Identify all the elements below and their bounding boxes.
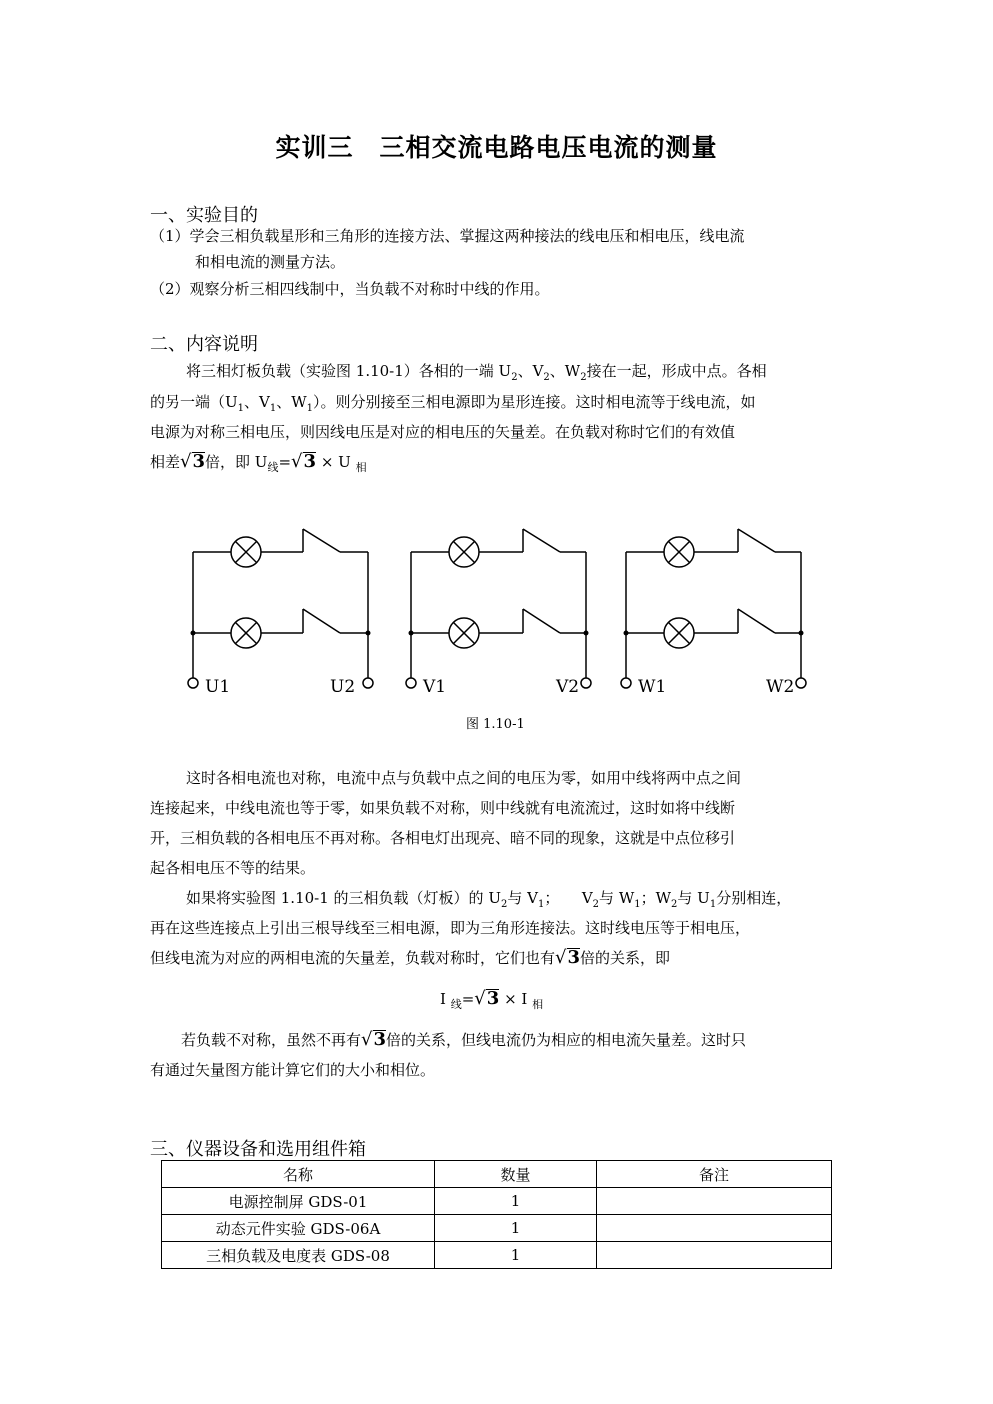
sqrt-symbol: √3 <box>474 988 500 1009</box>
cell-name: 动态元件实验 GDS-06A <box>162 1215 435 1242</box>
paragraph-1-line-4: 相差√3倍，即 $U_线=√3 \times U$ $_相$ <box>150 451 367 474</box>
equation-line-current: I $_线$=√3 × I $_相$ <box>440 988 544 1011</box>
sqrt-symbol: √3 <box>180 451 206 472</box>
terminal-u1-label: U1 <box>205 677 231 697</box>
paragraph-1-line-1: 将三相灯板负载（实验图 1.10-1）各相的一端 $U_2$、$V_2$、$W_2$接在一起，形成中点。各相 <box>186 362 767 383</box>
figure-caption: 图 1.10-1 <box>466 717 525 732</box>
phase-u-circuit <box>188 529 373 688</box>
paragraph-1-line-3: 电源为对称三相电压，则因线电压是对应的相电压的矢量差。在负载对称时它们的有效值 <box>150 423 736 441</box>
table-header-row <box>162 1161 832 1188</box>
paragraph-4-line-1: 若负载不对称，虽然不再有√3倍的关系，但线电流仍为相应的相电流矢量差。这时只 <box>181 1029 747 1050</box>
section-heading-description: 二、内容说明 <box>150 334 258 355</box>
sqrt-symbol: √3 <box>291 451 317 472</box>
paragraph-2-line-4: 起各相电压不等的结果。 <box>150 859 316 877</box>
section-heading-objectives: 一、实验目的 <box>150 205 258 226</box>
paragraph-3-line-1: 如果将实验图 1.10-1 的三相负载（灯板）的 $U_2$与 $V_1$； $V_2$与 $W_1$；$W_2$与 $U_1$分别相连， <box>186 889 792 910</box>
table-row <box>162 1215 832 1242</box>
terminal-w2-label: W2 <box>766 677 795 697</box>
table-row <box>162 1188 832 1215</box>
equipment-table <box>161 1160 832 1269</box>
cell-notes <box>597 1215 832 1242</box>
section-heading-equipment: 三、仪器设备和选用组件箱 <box>150 1139 366 1160</box>
cell-name: 电源控制屏 GDS-01 <box>162 1188 435 1215</box>
paragraph-1-line-2: 的另一端（$U_1$、$V_1$、$W_1$）。则分别接至三相电源即为星形连接。这时相电流等于线电流，如 <box>150 393 756 414</box>
paragraph-2-line-1: 这时各相电流也对称，电流中点与负载中点之间的电压为零，如用中线将两中点之间 <box>186 769 742 787</box>
three-phase-lamp-circuit-diagram <box>180 520 820 700</box>
terminal-v2-label: V2 <box>556 677 580 697</box>
paragraph-3-line-3: 但线电流为对应的两相电流的矢量差，负载对称时，它们也有√3倍的关系，即 <box>150 947 671 968</box>
paragraph-3-line-2: 再在这些连接点上引出三根导线至三相电源，即为三角形连接法。这时线电压等于相电压， <box>150 919 751 937</box>
objective-2: （2）观察分析三相四线制中，当负载不对称时中线的作用。 <box>150 280 550 298</box>
page-title: 实训三 三相交流电路电压电流的测量 <box>275 133 718 162</box>
table-row <box>162 1242 832 1269</box>
column-header-quantity: 数量 <box>435 1161 597 1188</box>
cell-name: 三相负载及电度表 GDS-08 <box>162 1242 435 1269</box>
sqrt-symbol: √3 <box>555 947 581 968</box>
column-header-name: 名称 <box>162 1161 435 1188</box>
terminal-u2-label: U2 <box>330 677 356 697</box>
terminal-v1-label: V1 <box>423 677 447 697</box>
paragraph-2-line-3: 开，三相负载的各相电压不再对称。各相电灯出现亮、暗不同的现象，这就是中点位移引 <box>150 829 736 847</box>
cell-quantity: 1 <box>435 1242 597 1269</box>
cell-notes <box>597 1188 832 1215</box>
paragraph-2-line-2: 连接起来，中线电流也等于零，如果负载不对称，则中线就有电流流过，这时如将中线断 <box>150 799 736 817</box>
cell-notes <box>597 1242 832 1269</box>
column-header-notes: 备注 <box>597 1161 832 1188</box>
paragraph-4-line-2: 有通过矢量图方能计算它们的大小和相位。 <box>150 1061 436 1079</box>
cell-quantity: 1 <box>435 1215 597 1242</box>
phase-v-circuit <box>406 529 591 688</box>
cell-quantity: 1 <box>435 1188 597 1215</box>
objective-1-line-2: 和相电流的测量方法。 <box>195 253 346 271</box>
sqrt-symbol: √3 <box>361 1029 387 1050</box>
phase-w-circuit <box>621 529 806 688</box>
objective-1-line-1: （1）学会三相负载星形和三角形的连接方法、掌握这两种接法的线电压和相电压，线电流 <box>150 227 745 245</box>
terminal-w1-label: W1 <box>638 677 667 697</box>
